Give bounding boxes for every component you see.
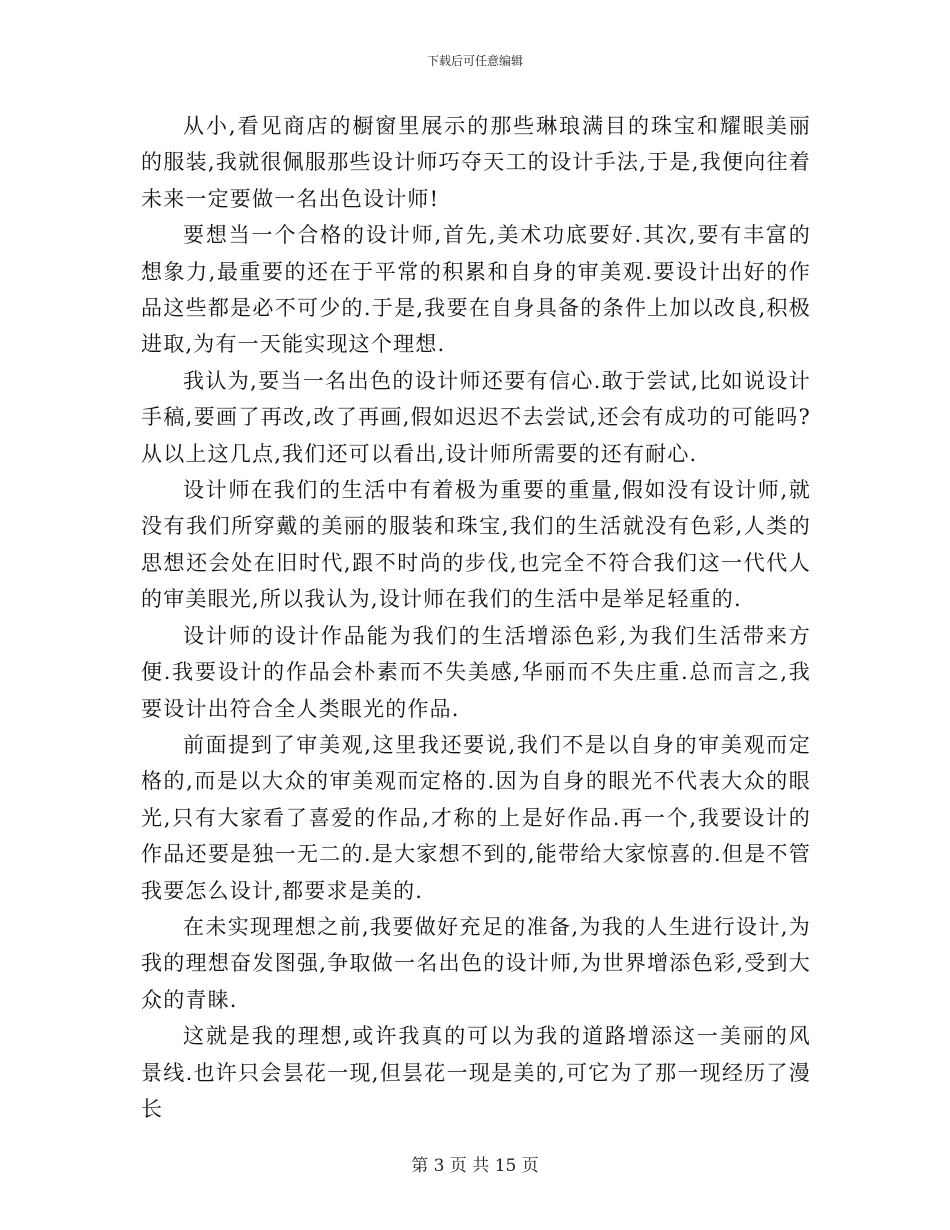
paragraph: 要想当一个合格的设计师,首先,美术功底要好.其次,要有丰富的想象力,最重要的还在于平常的积累和自身的审美观.要设计出好的作品这些都是必不可少的.于是,我要在自身具备的条件上加以改良,积极进取,为有一天能实现这个理想. (141, 223, 811, 357)
paragraph: 这就是我的理想,或许我真的可以为我的道路增添这一美丽的风景线.也许只会昙花一现,但昙花一现是美的,可它为了那一现经历了漫长 (141, 1024, 811, 1121)
paragraph: 设计师的设计作品能为我们的生活增添色彩,为我们生活带来方便.我要设计的作品会朴素而不失美感,华丽而不失庄重.总而言之,我要设计出符合全人类眼光的作品. (141, 623, 811, 721)
page-header: 下载后可任意编辑 (426, 54, 523, 68)
page-number-footer: 第 3 页 共 15 页 (411, 1156, 539, 1176)
paragraph: 从小,看见商店的橱窗里展示的那些琳琅满目的珠宝和耀眼美丽的服装,我就很佩服那些设计师巧夺天工的设计手法,于是,我便向往着未来一定要做一名出色设计师! (141, 114, 811, 211)
document-body (141, 108, 811, 1127)
paragraph: 在未实现理想之前,我要做好充足的准备,为我的人生进行设计,为我的理想奋发图强,争取做一名出色的设计师,为世界增添色彩,受到大众的青睐. (141, 914, 811, 1012)
paragraph: 前面提到了审美观,这里我还要说,我们不是以自身的审美观而定格的,而是以大众的审美观而定格的.因为自身的眼光不代表大众的眼光,只有大家看了喜爱的作品,才称的上是好作品.再一个,我要设计的作品还要是独一无二的.是大家想不到的,能带给大家惊喜的.但是不管我要怎么设计,都要求是美的. (141, 732, 811, 903)
paragraph: 设计师在我们的生活中有着极为重要的重量,假如没有设计师,就没有我们所穿戴的美丽的服装和珠宝,我们的生活就没有色彩,人类的思想还会处在旧时代,跟不时尚的步伐,也完全不符合我们这一代代人的审美眼光,所以我认为,设计师在我们的生活中是举足轻重的. (141, 478, 811, 612)
paragraph: 我认为,要当一名出色的设计师还要有信心.敢于尝试,比如说设计手稿,要画了再改,改了再画,假如迟迟不去尝试,还会有成功的可能吗?从以上这几点,我们还可以看出,设计师所需要的还有耐心. (141, 368, 811, 466)
